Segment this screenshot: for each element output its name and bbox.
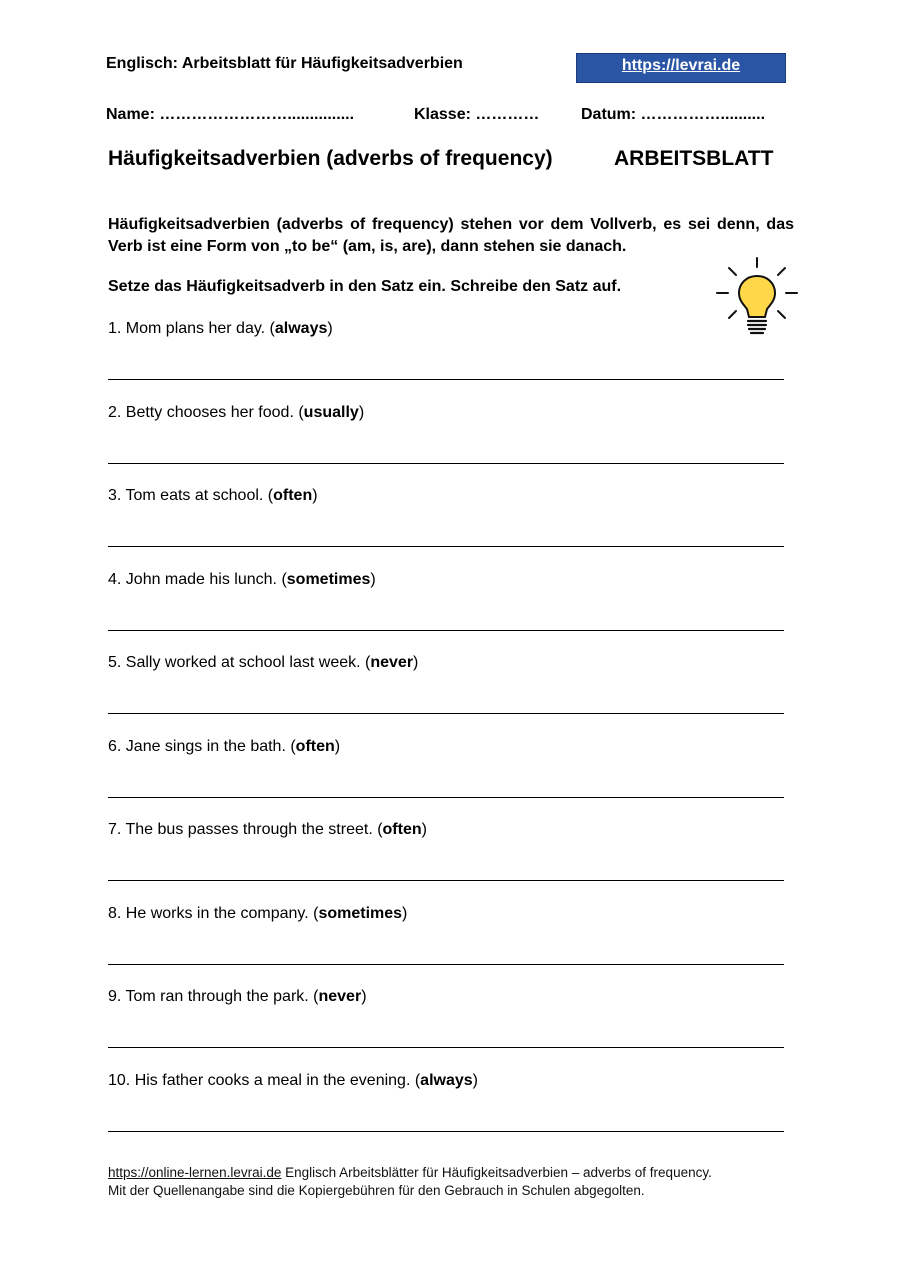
class-field: Klasse: ………… bbox=[414, 106, 540, 123]
exercise-adverb: usually bbox=[303, 403, 359, 421]
answer-line[interactable] bbox=[108, 713, 784, 714]
exercise-adverb: never bbox=[370, 654, 414, 671]
footer-line-2: Mit der Quellenangabe sind die Kopiergebühren für den Gebrauch in Schulen abgegolten. bbox=[108, 1183, 645, 1198]
exercise-sentence: 10. His father cooks a meal in the evening. ( bbox=[108, 1071, 421, 1089]
header-title: Englisch: Arbeitsblatt für Häufigkeitsadverbien bbox=[106, 55, 463, 72]
exercise-sentence: 7. The bus passes through the street. ( bbox=[108, 821, 383, 838]
exercise-sentence: 4. John made his lunch. ( bbox=[108, 570, 287, 588]
exercise-item bbox=[108, 571, 376, 589]
exercise-adverb: always bbox=[420, 1071, 473, 1089]
answer-line[interactable] bbox=[108, 880, 784, 881]
exercise-close-paren: ) bbox=[413, 654, 419, 671]
footer bbox=[108, 1164, 712, 1200]
answer-line[interactable] bbox=[108, 630, 784, 631]
exercise-item bbox=[108, 404, 364, 422]
answer-line[interactable] bbox=[108, 1047, 784, 1048]
exercise-adverb: often bbox=[273, 487, 313, 504]
worksheet-tag: ARBEITSBLATT bbox=[614, 147, 774, 170]
url-link[interactable]: https://levrai.de bbox=[621, 57, 741, 74]
exercise-sentence: 2. Betty chooses her food. ( bbox=[108, 403, 304, 421]
exercise-close-paren: ) bbox=[370, 570, 376, 588]
exercise-item bbox=[108, 1072, 478, 1090]
exercise-adverb: always bbox=[274, 320, 328, 337]
url-badge[interactable] bbox=[576, 53, 786, 83]
exercise-adverb: sometimes bbox=[318, 904, 403, 922]
exercise-sentence: 8. He works in the company. ( bbox=[108, 904, 319, 922]
date-field: Datum: …………….......... bbox=[581, 106, 766, 123]
answer-line[interactable] bbox=[108, 546, 784, 547]
exercise-item bbox=[108, 988, 367, 1006]
answer-line[interactable] bbox=[108, 379, 784, 380]
exercise-sentence: 1. Mom plans her day. ( bbox=[108, 320, 275, 337]
intro-text: Häufigkeitsadverbien (adverbs of frequency) stehen vor dem Vollverb, es sei denn, das Verb ist eine Form von „to be“ (am, is, are), dann stehen sie danach. bbox=[108, 216, 794, 255]
exercise-item bbox=[108, 654, 418, 672]
exercise-close-paren: ) bbox=[358, 403, 365, 421]
exercise-close-paren: ) bbox=[312, 487, 318, 504]
exercise-sentence: 3. Tom eats at school. ( bbox=[108, 487, 274, 504]
footer-line-1-text: Englisch Arbeitsblätter für Häufigkeitsadverbien – adverbs of frequency. bbox=[281, 1165, 712, 1180]
exercise-adverb: often bbox=[295, 737, 335, 755]
answer-line[interactable] bbox=[108, 463, 784, 464]
answer-line[interactable] bbox=[108, 964, 784, 965]
exercise-sentence: 9. Tom ran through the park. ( bbox=[108, 988, 319, 1005]
exercise-close-paren: ) bbox=[472, 1071, 478, 1089]
exercise-item bbox=[108, 905, 407, 923]
exercise-sentence: 6. Jane sings in the bath. ( bbox=[108, 737, 296, 755]
exercise-close-paren: ) bbox=[334, 737, 341, 755]
exercise-adverb: sometimes bbox=[286, 570, 371, 588]
task-instruction: Setze das Häufigkeitsadverb in den Satz ein. Schreibe den Satz auf. bbox=[108, 278, 622, 295]
footer-line-1 bbox=[108, 1164, 712, 1182]
worksheet-title: Häufigkeitsadverbien (adverbs of frequency) bbox=[108, 147, 553, 170]
answer-line[interactable] bbox=[108, 1131, 784, 1132]
exercise-item bbox=[108, 320, 333, 338]
exercise-close-paren: ) bbox=[402, 904, 408, 922]
exercise-close-paren: ) bbox=[421, 821, 427, 838]
exercise-close-paren: ) bbox=[361, 988, 367, 1005]
exercise-item bbox=[108, 738, 340, 756]
exercise-item bbox=[108, 487, 318, 505]
light-bulb-icon bbox=[715, 256, 799, 340]
exercise-close-paren: ) bbox=[327, 320, 333, 337]
footer-link[interactable]: https://online-lernen.levrai.de bbox=[108, 1165, 282, 1180]
exercise-item bbox=[108, 821, 427, 839]
name-field: Name: ……………………............... bbox=[106, 106, 355, 123]
exercise-adverb: often bbox=[382, 821, 422, 838]
answer-line[interactable] bbox=[108, 797, 784, 798]
exercise-adverb: never bbox=[318, 988, 362, 1005]
exercise-sentence: 5. Sally worked at school last week. ( bbox=[108, 654, 371, 671]
